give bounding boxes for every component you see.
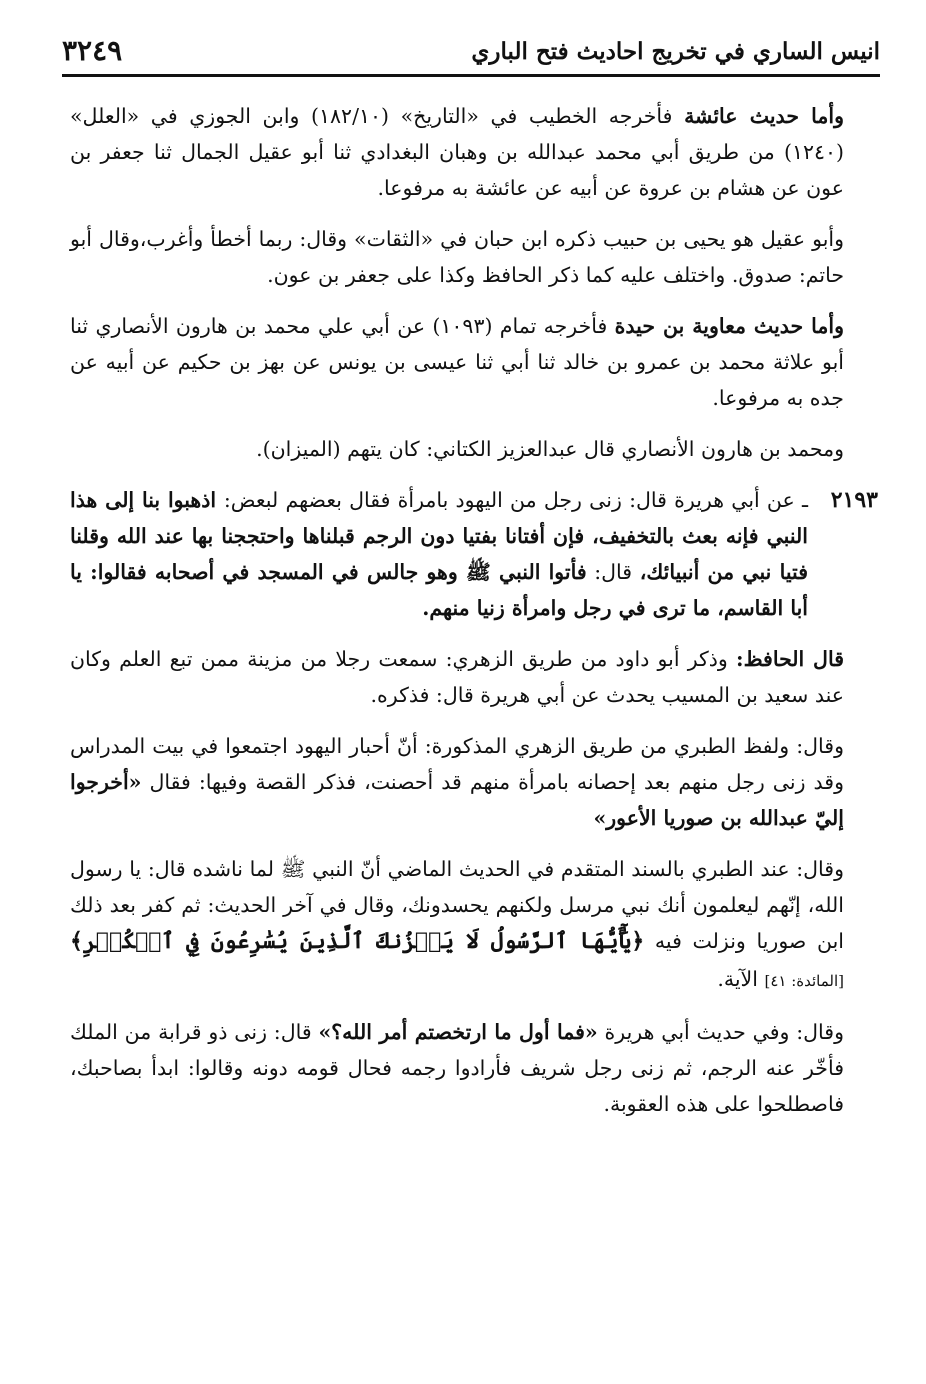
quran-verse: ﴿يَٰٓأَيُّهَا ٱلرَّسُولُ لَا يَحۡزُنكَ ٱلَّذِينَ يُسَٰرِعُونَ فِي ٱلۡكُفۡرِ﴾ bbox=[70, 928, 645, 954]
hadith-number: ٢١٩٣ bbox=[830, 487, 878, 513]
page-number: ٣٢٤٩ bbox=[62, 34, 123, 67]
paragraph-tail: قال: زنى ذو قرابة من الملك فأخّر عنه الرجم، ثم زنى رجل شريف فأرادوا رجمه فحال قومه دونه وقالوا: ابدأ بصاحبك، فاصطلحوا على هذه العقوبة. bbox=[70, 1020, 844, 1116]
quoted-bold: «فما أول ما ارتخصتم أمر الله؟» bbox=[318, 1020, 598, 1044]
page-body bbox=[70, 98, 878, 1137]
paragraph-text: وقال: وفي حديث أبي هريرة bbox=[597, 1020, 845, 1044]
paragraph-hafiz-note bbox=[70, 641, 878, 713]
page-header bbox=[62, 32, 880, 76]
hadith-text-plain: قال: bbox=[586, 560, 640, 584]
hadith-text-bold: فأتوا النبي ﷺ وهو جالس في المسجد في أصحابه فقالوا: يا أبا القاسم، ما ترى في رجل وامرأة زنيا منهم. bbox=[70, 560, 808, 620]
paragraph-text: وقال: ولفظ الطبري من طريق الزهري المذكورة: أنّ أحبار اليهود اجتمعوا في بيت المدراس وقد زنى رجل منهم بعد إحصانه بامرأة منهم قد أحصنت، فذكر القصة وفيها: فقال bbox=[70, 734, 844, 794]
verse-reference: [المائدة: ٤١] bbox=[764, 972, 844, 990]
paragraph-tabari-sanad bbox=[70, 851, 878, 999]
paragraph-abu-aqil bbox=[70, 221, 878, 293]
hadith-text-bold: اذهبوا بنا إلى هذا النبي فإنه بعث بالتخفيف، فإن أفتانا بفتيا دون الرجم قبلناها واحتججنا بها عند الله وقلنا فتيا نبي من أنبيائك، bbox=[70, 488, 808, 584]
paragraph-lead: وأما حديث معاوية بن حيدة bbox=[614, 314, 844, 338]
paragraph-tabari-wording bbox=[70, 728, 878, 836]
paragraph-abu-huraira bbox=[70, 1014, 878, 1122]
hadith-block bbox=[70, 482, 878, 626]
paragraph-aisha-hadith bbox=[70, 98, 878, 206]
paragraph-lead: قال الحافظ: bbox=[736, 647, 844, 671]
paragraph-text: ومحمد بن هارون الأنصاري قال عبدالعزيز الكتاني: كان يتهم (الميزان). bbox=[256, 437, 844, 461]
paragraph-tail: الآية. bbox=[717, 967, 765, 991]
hadith-intro: ـ عن أبي هريرة قال: زنى رجل من اليهود بامرأة فقال بعضهم لبعض: bbox=[223, 488, 808, 512]
paragraph-muhammad-harun bbox=[70, 431, 878, 467]
paragraph-text: وذكر أبو داود من طريق الزهري: سمعت رجلا من مزينة ممن تبع العلم وكان عند سعيد بن المسيب يحدث عن أبي هريرة قال: فذكره. bbox=[70, 647, 844, 707]
paragraph-lead: وأما حديث عائشة bbox=[684, 104, 845, 128]
paragraph-text: وأبو عقيل هو يحيى بن حبيب ذكره ابن حبان في «الثقات» وقال: ربما أخطأ وأغرب،وقال أبو حاتم: صدوق. واختلف عليه كما ذكر الحافظ وكذا على جعفر بن عون. bbox=[70, 227, 844, 287]
paragraph-text: فأخرجه الخطيب في «التاريخ» (١٨٢/١٠) وابن الجوزي في «العلل» (١٢٤٠) من طريق أبي محمد عبدالله بن وهبان البغدادي ثنا أبو عقيل الجمال ثنا جعفر بن عون عن هشام بن عروة عن أبيه عن عائشة به مرفوعا. bbox=[70, 104, 844, 200]
quoted-bold: «أخرجوا إليّ عبدالله بن صوريا الأعور» bbox=[70, 770, 844, 830]
running-title: انيس الساري في تخريج احاديث فتح الباري bbox=[471, 38, 880, 65]
header-rule bbox=[62, 74, 880, 77]
paragraph-muawiya-hadith bbox=[70, 308, 878, 416]
paragraph-text: فأخرجه تمام (١٠٩٣) عن أبي علي محمد بن هارون الأنصاري ثنا أبو علاثة محمد بن عمرو بن خالد ثنا أبي ثنا عيسى بن يونس عن بهز بن حكيم عن أبيه عن جده به مرفوعا. bbox=[70, 314, 844, 410]
paragraph-text: وقال: عند الطبري بالسند المتقدم في الحديث الماضي أنّ النبي ﷺ لما ناشده قال: يا رسول الله، إنّهم ليعلمون أنك نبي مرسل ولكنهم يحسدونك، وقال في آخر الحديث: ثم كفر بعد ذلك ابن صوريا ونزلت فيه bbox=[70, 857, 844, 953]
